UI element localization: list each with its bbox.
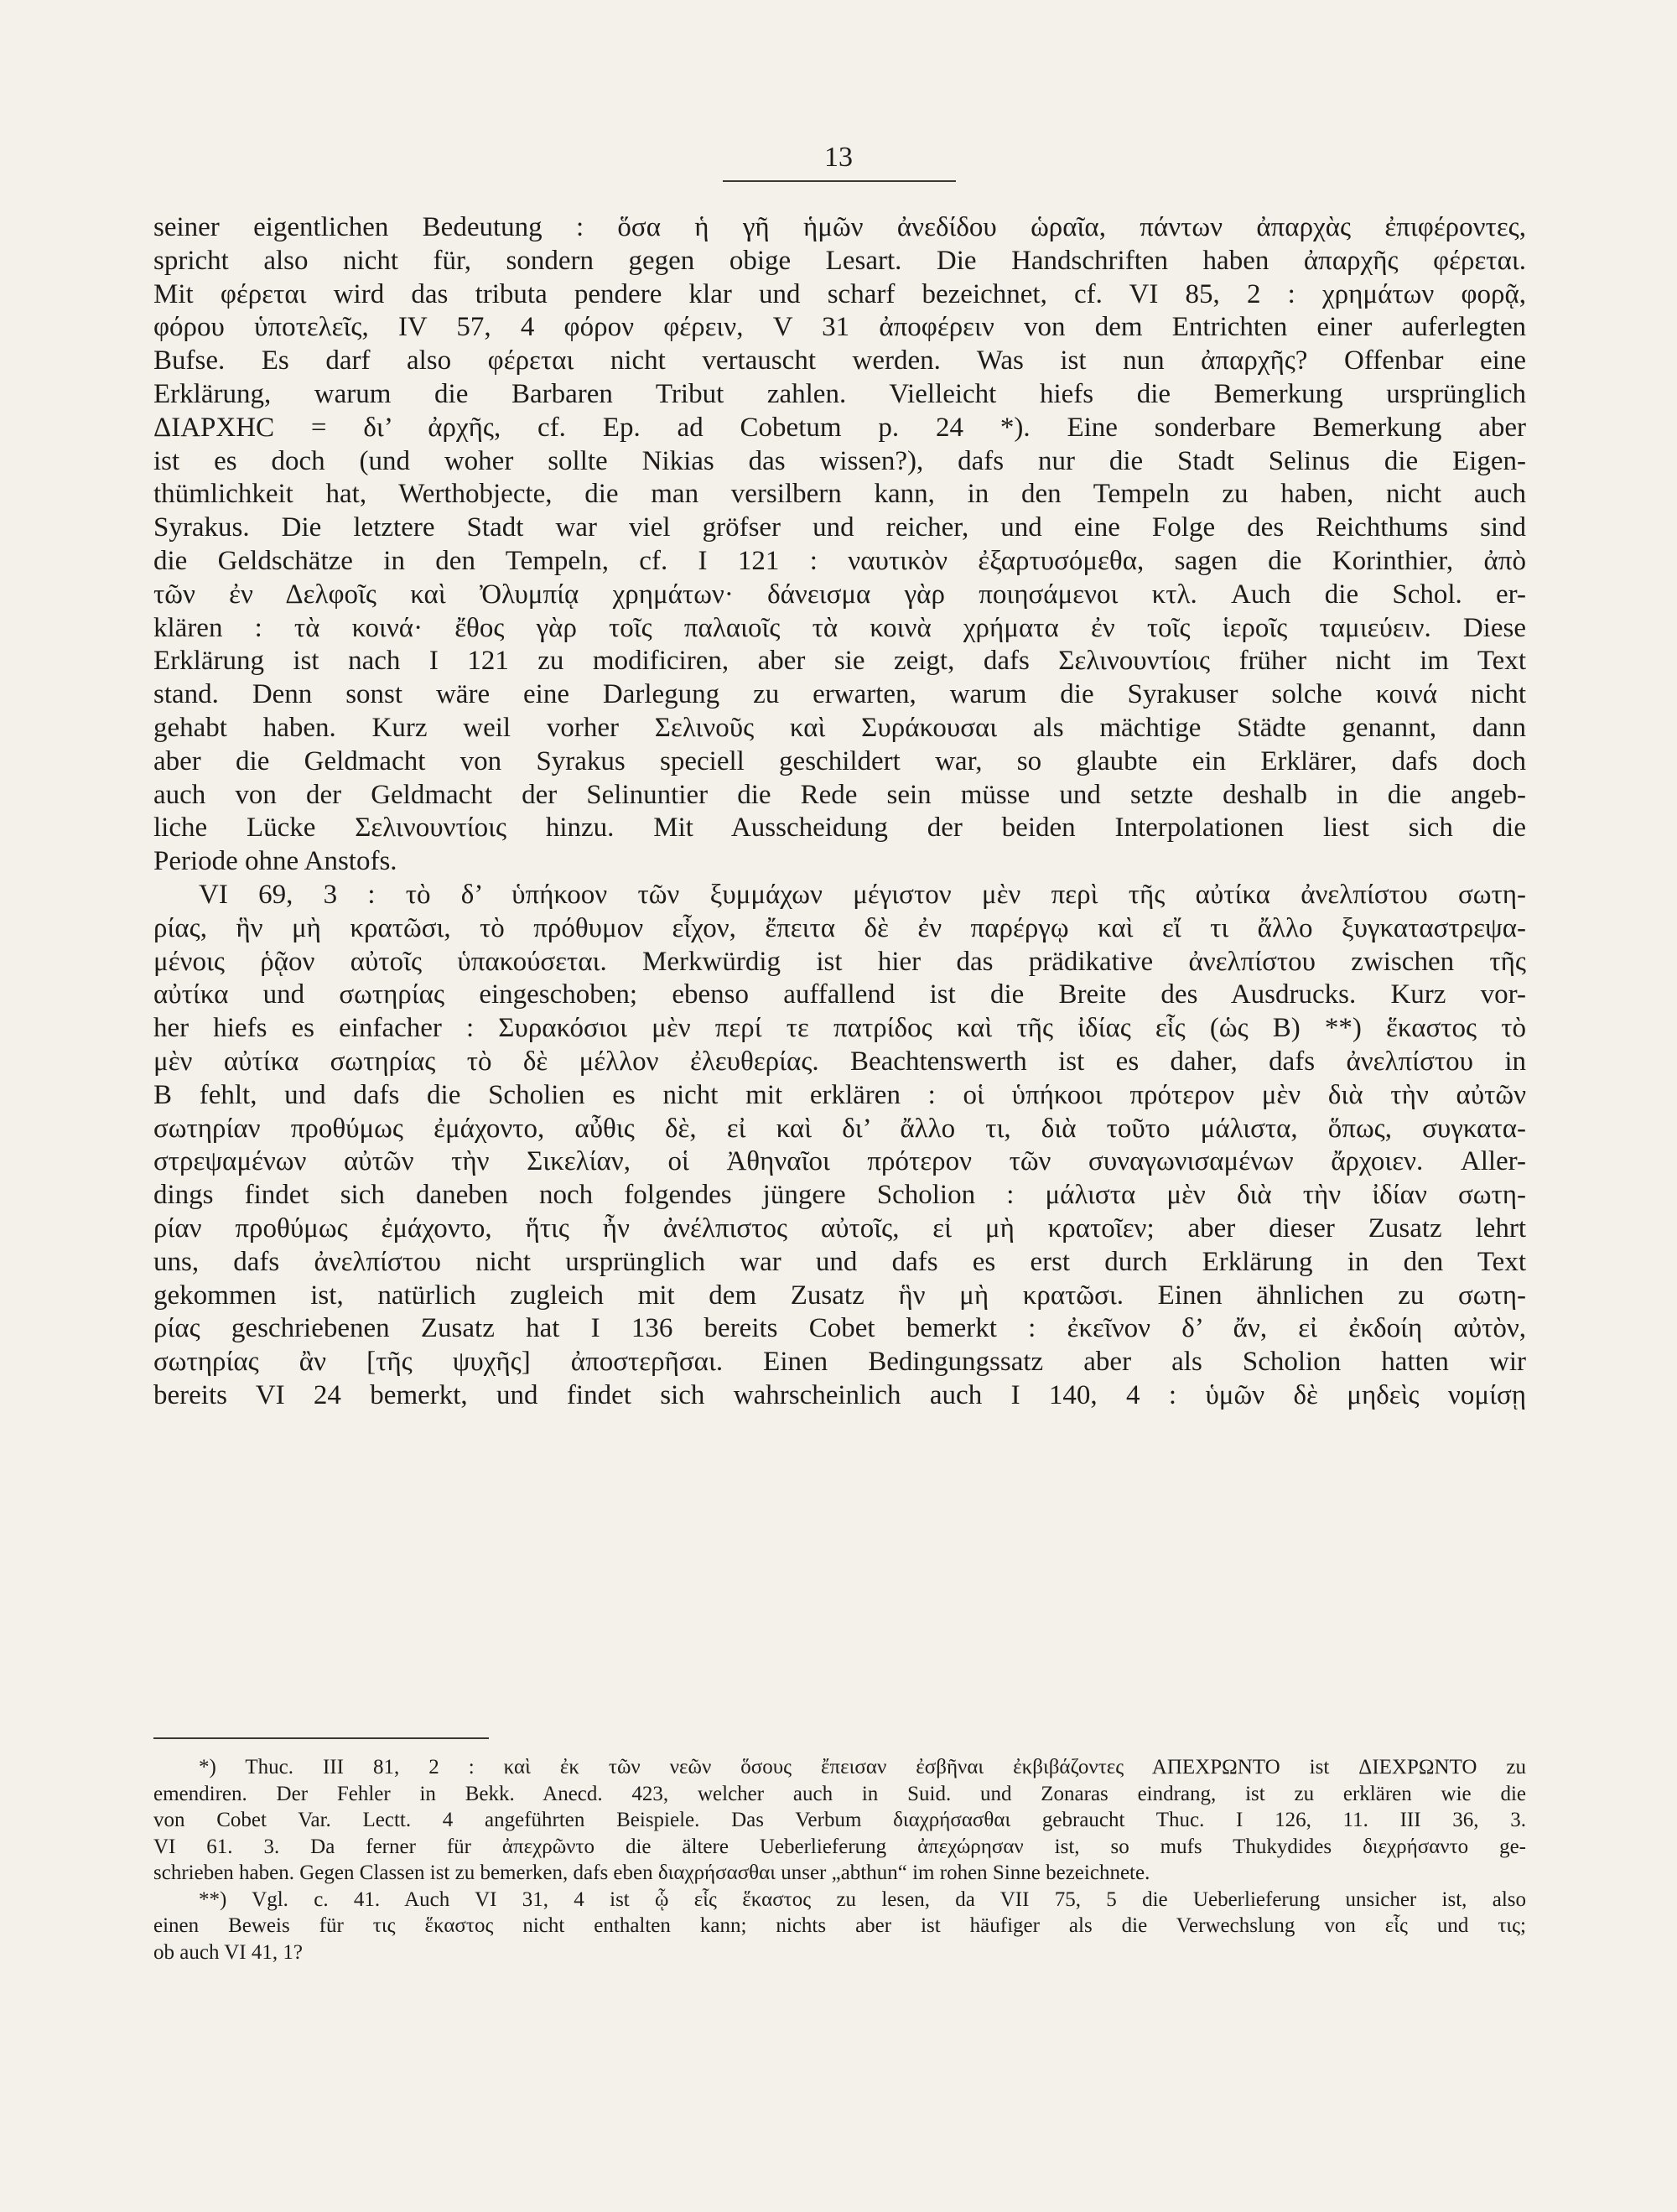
text-line: τῶν ἐν Δελφοῖς καὶ Ὀλυμπίᾳ χρημάτων· δάνεισμα γὰρ ποιησάμενοι κτλ. Auch die Schol. er- <box>153 579 1526 610</box>
text-line: gehabt haben. Kurz weil vorher Σελινοῦς καὶ Συράκουσαι als mächtige Städte genannt, dann <box>153 712 1526 743</box>
text-line: σωτηρίαν προθύμως ἐμάχοντο, αὖθις δὲ, εἰ καὶ δι’ ἄλλο τι, διὰ τοῦτο μάλιστα, ὅπως, συγκατα- <box>153 1113 1526 1144</box>
footnote-line: *) Thuc. III 81, 2 : καὶ ἐκ τῶν νεῶν ὅσους ἔπεισαν ἐσβῆναι ἐκβιβάζοντες ΑΠΕΧΡΩΝΤΟ ist ΔΙΕΧΡΩΝΤΟ zu <box>199 1756 1526 1778</box>
text-line: σωτηρίας ἂν [τῆς ψυχῆς] ἀποστερῆσαι. Einen Bedingungssatz aber als Scholion hatten wir <box>153 1347 1526 1378</box>
text-line: φόρου ὑποτελεῖς, IV 57, 4 φόρον φέρειν, V 31 ἀποφέρειν von dem Entrichten einer auferlegten <box>153 312 1526 343</box>
footnote-line: emendiren. Der Fehler in Bekk. Anecd. 423, welcher auch in Suid. und Zonaras eindrang, ist zu erklären wie die <box>153 1782 1526 1805</box>
text-line: her hiefs es einfacher : Συρακόσιοι μὲν περί τε πατρίδος καὶ τῆς ἰδίας εἷς (ὡς B) **) ἕκαστος τὸ <box>153 1013 1526 1044</box>
text-line: die Geldschätze in den Tempeln, cf. I 121 : ναυτικὸν ἐξαρτυσόμεθα, sagen die Korinthier, ἀπὸ <box>153 545 1526 576</box>
page-number: 13 <box>824 142 853 173</box>
footnote-line: einen Beweis für τις ἕκαστος nicht enthalten kann; nichts aber ist häufiger als die Verwechslung von εἷς und τις; <box>153 1914 1526 1937</box>
text-line: μένοις ῥᾷον αὐτοῖς ὑπακούσεται. Merkwürdig ist hier das prädikative ἀνελπίστου zwischen τῆς <box>153 946 1526 977</box>
text-line: Syrakus. Die letztere Stadt war viel gröfser und reicher, und eine Folge des Reichthums sind <box>153 512 1526 543</box>
text-line: μὲν αὐτίκα σωτηρίας τὸ δὲ μέλλον ἐλευθερίας. Beachtenswerth ist es daher, dafs ἀνελπίστου in <box>153 1046 1526 1077</box>
text-line: Mit φέρεται wird das tributa pendere klar und scharf bezeichnet, cf. VI 85, 2 : χρημάτων φορᾷ, <box>153 278 1526 309</box>
footnote-rule <box>153 1737 489 1739</box>
text-line: Periode ohne Anstofs. <box>153 846 397 877</box>
text-line: στρεψαμένων αὐτῶν τὴν Σικελίαν, οἱ Ἀθηναῖοι πρότερον τῶν συναγωνισαμένων ἄρχοιεν. Aller- <box>153 1146 1526 1177</box>
footnote-line: von Cobet Var. Lectt. 4 angeführten Beispiele. Das Verbum διαχρήσασθαι gebraucht Thuc. I 126, 11. III 36, 3. <box>153 1809 1526 1831</box>
text-line: liche Lücke Σελινουντίοις hinzu. Mit Ausscheidung der beiden Interpolationen liest sich die <box>153 813 1526 844</box>
text-line: seiner eigentlichen Bedeutung : ὅσα ἡ γῆ ἡμῶν ἀνεδίδου ὡραῖα, πάντων ἀπαρχὰς ἐπιφέροντες, <box>153 212 1526 242</box>
text-line: thümlichkeit hat, Werthobjecte, die man versilbern kann, in den Tempeln zu haben, nicht auch <box>153 479 1526 510</box>
text-line: VI 69, 3 : τὸ δ’ ὑπήκοον τῶν ξυμμάχων μέγιστον μὲν περὶ τῆς αὐτίκα ἀνελπίστου σωτη- <box>199 879 1526 910</box>
text-line: bereits VI 24 bemerkt, und findet sich wahrscheinlich auch I 140, 4 : ὑμῶν δὲ μηδεὶς νομίσῃ <box>153 1379 1526 1410</box>
text-line: ρίαν προθύμως ἐμάχοντο, ἥτις ἦν ἀνέλπιστος αὐτοῖς, εἰ μὴ κρατοῖεν; aber dieser Zusatz lehrt <box>153 1212 1526 1244</box>
footnote-line: VI 61. 3. Da ferner für ἀπεχρῶντο die ältere Ueberlieferung ἀπεχώρησαν ist, so mufs Thukydides διεχρήσαντο ge- <box>153 1835 1526 1858</box>
text-line: ΔΙΑΡΧΗϹ = δι’ ἀρχῆς, cf. Ep. ad Cobetum p. 24 *). Eine sonderbare Bemerkung aber <box>153 412 1526 443</box>
text-line: Erklärung, warum die Barbaren Tribut zahlen. Vielleicht hiefs die Bemerkung ursprünglich <box>153 378 1526 409</box>
text-line: gekommen ist, natürlich zugleich mit dem Zusatz ἣν μὴ κρατῶσι. Einen ähnlichen zu σωτη- <box>153 1280 1526 1311</box>
footnote-line: schrieben haben. Gegen Classen ist zu bemerken, dafs eben διαχρήσασθαι unser „abthun“ im rohen Sinne bezeichnete. <box>153 1862 1150 1884</box>
text-line: Erklärung ist nach I 121 zu modificiren, aber sie zeigt, dafs Σελινουντίοις früher nicht im Text <box>153 646 1526 677</box>
text-line: uns, dafs ἀνελπίστου nicht ursprünglich war und dafs es erst durch Erklärung in den Text <box>153 1246 1526 1277</box>
text-line: aber die Geldmacht von Syrakus speciell geschildert war, so glaubte ein Erklärer, dafs doch <box>153 745 1526 776</box>
body-text <box>153 211 1526 1413</box>
footnote-line: ob auch VI 41, 1? <box>153 1940 303 1964</box>
text-line: klären : τὰ κοινά· ἔθος γὰρ τοῖς παλαιοῖς τὰ κοινὰ χρήματα ἐν τοῖς ἱεροῖς ταμιεύειν. Diese <box>153 612 1526 643</box>
text-line: dings findet sich daneben noch folgendes jüngere Scholion : μάλιστα μὲν διὰ τὴν ἰδίαν σωτη- <box>153 1180 1526 1211</box>
text-line: ρίας geschriebenen Zusatz hat I 136 bereits Cobet bemerkt : ἐκεῖνον δ’ ἄν, εἰ ἐκδοίη αὐτὸν, <box>153 1313 1526 1344</box>
text-line: auch von der Geldmacht der Selinuntier die Rede sein müsse und setzte deshalb in die angeb- <box>153 779 1526 810</box>
text-line: stand. Denn sonst wäre eine Darlegung zu erwarten, warum die Syrakuser solche κοινά nicht <box>153 679 1526 710</box>
text-line: spricht also nicht für, sondern gegen obige Lesart. Die Handschriften haben ἀπαρχῆς φέρεται. <box>153 245 1526 276</box>
footnotes <box>153 1754 1526 1965</box>
text-line: αὐτίκα und σωτηρίας eingeschoben; ebenso auffallend ist die Breite des Ausdrucks. Kurz vor- <box>153 979 1526 1010</box>
text-line: ρίας, ἣν μὴ κρατῶσι, τὸ πρόθυμον εἶχον, ἔπειτα δὲ ἐν παρέργῳ καὶ εἴ τι ἄλλο ξυγκαταστρεψα- <box>153 912 1526 943</box>
text-line: Bufse. Es darf also φέρεται nicht vertauscht werden. Was ist nun ἀπαρχῆς? Offenbar eine <box>153 345 1526 376</box>
footnote-line: **) Vgl. c. 41. Auch VI 31, 4 ist ᾧ εἷς ἕκαστος zu lesen, da VII 75, 5 die Ueberlieferung unsicher ist, also <box>199 1887 1526 1911</box>
text-line: B fehlt, und dafs die Scholien es nicht mit erklären : οἱ ὑπήκοοι πρότερον μὲν διὰ τὴν αὐτῶν <box>153 1079 1526 1110</box>
text-line: ist es doch (und woher sollte Nikias das wissen?), dafs nur die Stadt Selinus die Eigen- <box>153 445 1526 476</box>
page-number-rule <box>723 180 956 182</box>
